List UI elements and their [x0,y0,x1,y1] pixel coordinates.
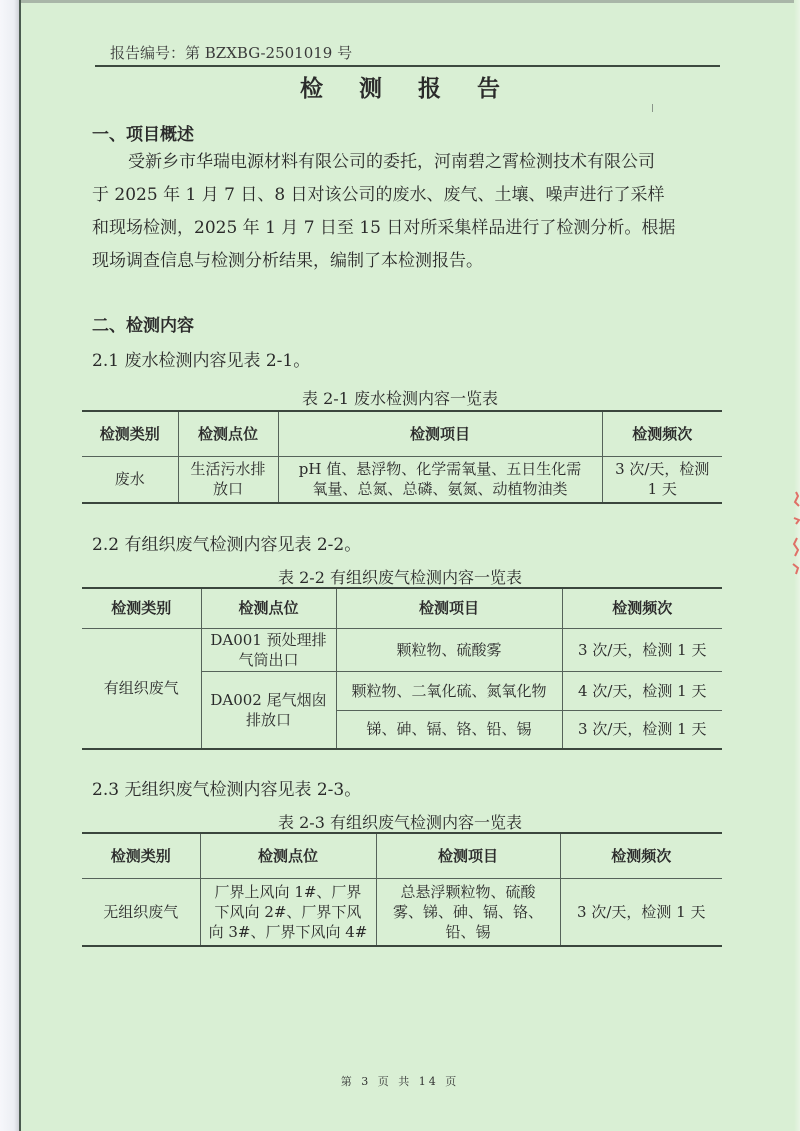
header-items: 检测项目 [336,588,562,628]
table-header-row [82,411,722,456]
header-category: 检测类别 [82,833,200,878]
table-2-2-caption: 表 2-2 有组织废气检测内容一览表 [278,568,522,587]
cell-location: 生活污水排 放口 [178,456,278,503]
page-number: 第 3 页 共 14 页 [340,1075,460,1088]
cell-items: pH 值、悬浮物、化学需氧量、五日生化需 氧量、总氮、总磷、氨氮、动植物油类 [278,456,602,503]
header-location: 检测点位 [200,833,376,878]
section-1-paragraph [92,146,722,278]
cell-category: 有组织废气 [82,628,201,749]
cell-frequency: 3 次/天，检测 1 天 [602,456,722,503]
cell-location: DA002 尾气烟囱 排放口 [201,671,336,749]
page-top-edge [21,0,800,3]
document-title: 检 测 报 告 [299,75,515,102]
cell-items: 颗粒物、硫酸雾 [336,628,562,671]
paragraph-line: 和现场检测，2025 年 1 月 7 日至 15 日对所采集样品进行了检测分析。根据 [92,218,676,238]
table-header-row [82,833,722,878]
cell-frequency: 3 次/天，检测 1 天 [560,878,722,946]
cell-items: 总悬浮颗粒物、硫酸 雾、锑、砷、镉、铬、 铅、锡 [376,878,560,946]
report-number: 报告编号：第 BZXBG-2501019 号 [110,44,353,62]
table-2-3 [82,832,722,947]
seal-stamp-fragment [790,490,800,580]
table-2-3-caption: 表 2-3 有组织废气检测内容一览表 [278,813,522,832]
cell-items: 颗粒物、二氧化硫、氮氧化物 [336,671,562,710]
header-location: 检测点位 [201,588,336,628]
header-items: 检测项目 [278,411,602,456]
cell-frequency: 4 次/天，检测 1 天 [562,671,722,710]
cell-location: DA001 预处理排 气筒出口 [201,628,336,671]
table-row [82,878,722,946]
table-row [82,628,722,671]
header-rule [95,65,720,67]
header-category: 检测类别 [82,411,178,456]
paragraph-line: 于 2025 年 1 月 7 日、8 日对该公司的废水、废气、土壤、噪声进行了采样 [92,185,665,205]
header-items: 检测项目 [376,833,560,878]
table-row [82,456,722,503]
header-frequency: 检测频次 [562,588,722,628]
cell-category: 无组织废气 [82,878,200,946]
paragraph-line: 现场调查信息与检测分析结果，编制了本检测报告。 [92,251,483,271]
scan-speck [652,104,653,112]
header-location: 检测点位 [178,411,278,456]
cell-category: 废水 [82,456,178,503]
paragraph-line: 受新乡市华瑞电源材料有限公司的委托，河南碧之霄检测技术有限公司 [128,152,655,172]
header-category: 检测类别 [82,588,201,628]
cell-frequency: 3 次/天，检测 1 天 [562,628,722,671]
table-2-1 [82,410,722,504]
cell-location: 厂界上风向 1#、厂界 下风向 2#、厂界下风 向 3#、厂界下风向 4# [200,878,376,946]
section-2-heading: 二、检测内容 [92,316,194,336]
cell-items: 锑、砷、镉、铬、铅、锡 [336,710,562,749]
table-2-1-caption: 表 2-1 废水检测内容一览表 [302,389,498,408]
subsection-2-1: 2.1 废水检测内容见表 2-1。 [92,351,311,371]
subsection-2-3: 2.3 无组织废气检测内容见表 2-3。 [92,780,362,800]
table-2-2 [82,587,722,750]
header-frequency: 检测频次 [560,833,722,878]
section-1-heading: 一、项目概述 [92,125,194,145]
table-header-row [82,588,722,628]
cell-frequency: 3 次/天，检测 1 天 [562,710,722,749]
header-frequency: 检测频次 [602,411,722,456]
subsection-2-2: 2.2 有组织废气检测内容见表 2-2。 [92,535,362,555]
